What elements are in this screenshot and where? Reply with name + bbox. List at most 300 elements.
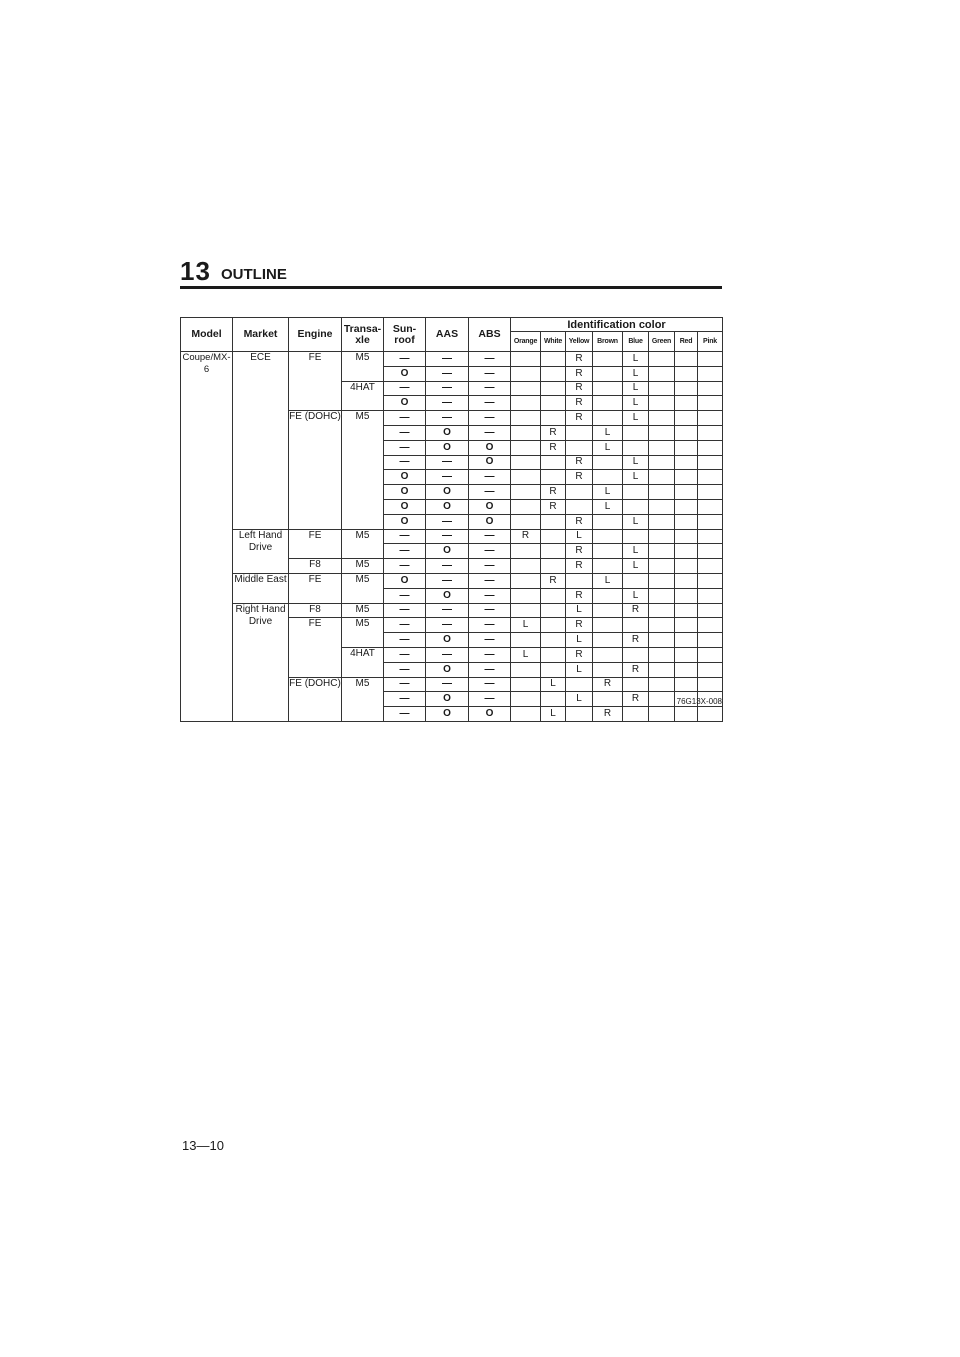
color-cell-blue bbox=[623, 573, 649, 588]
aas-cell: O bbox=[426, 485, 469, 500]
color-cell-orange bbox=[511, 440, 541, 455]
aas-cell: — bbox=[426, 573, 469, 588]
color-cell-blue: L bbox=[623, 366, 649, 381]
figure-code: 76G13X-008 bbox=[676, 697, 722, 706]
color-cell-green bbox=[649, 366, 675, 381]
color-cell-green bbox=[649, 529, 675, 544]
engine-cell: FE bbox=[289, 618, 342, 677]
color-cell-brown bbox=[593, 618, 623, 633]
color-cell-white bbox=[541, 514, 566, 529]
abs-cell: — bbox=[469, 396, 511, 411]
color-cell-blue: R bbox=[623, 692, 649, 707]
col-header-white: White bbox=[541, 332, 566, 352]
aas-cell: — bbox=[426, 470, 469, 485]
color-cell-green bbox=[649, 411, 675, 426]
sunroof-cell: — bbox=[384, 662, 426, 677]
color-cell-red bbox=[675, 647, 698, 662]
color-cell-yellow: R bbox=[566, 647, 593, 662]
sunroof-cell: — bbox=[384, 529, 426, 544]
color-cell-white bbox=[541, 647, 566, 662]
engine-cell: FE bbox=[289, 529, 342, 559]
color-cell-green bbox=[649, 396, 675, 411]
color-cell-yellow: R bbox=[566, 559, 593, 574]
color-cell-orange bbox=[511, 677, 541, 692]
color-cell-white bbox=[541, 411, 566, 426]
color-cell-red bbox=[675, 381, 698, 396]
section-number: 13 bbox=[180, 256, 211, 286]
color-cell-pink bbox=[698, 485, 723, 500]
color-cell-green bbox=[649, 618, 675, 633]
color-cell-pink bbox=[698, 366, 723, 381]
color-cell-yellow bbox=[566, 499, 593, 514]
color-cell-red bbox=[675, 633, 698, 648]
abs-cell: O bbox=[469, 707, 511, 722]
abs-cell: — bbox=[469, 485, 511, 500]
header-rule bbox=[180, 286, 722, 289]
color-cell-white bbox=[541, 529, 566, 544]
table-row bbox=[181, 603, 723, 618]
abs-cell: — bbox=[469, 677, 511, 692]
col-header-brown: Brown bbox=[593, 332, 623, 352]
color-cell-white bbox=[541, 662, 566, 677]
color-cell-brown bbox=[593, 662, 623, 677]
color-cell-pink bbox=[698, 618, 723, 633]
sunroof-cell: — bbox=[384, 647, 426, 662]
abs-cell: — bbox=[469, 559, 511, 574]
color-cell-yellow bbox=[566, 425, 593, 440]
color-cell-green bbox=[649, 588, 675, 603]
transaxle-cell: M5 bbox=[342, 529, 384, 559]
color-cell-blue: L bbox=[623, 544, 649, 559]
color-cell-white: R bbox=[541, 499, 566, 514]
col-header-yellow: Yellow bbox=[566, 332, 593, 352]
color-cell-orange bbox=[511, 514, 541, 529]
col-header-identification-color: Identification color bbox=[511, 318, 723, 332]
sunroof-cell: O bbox=[384, 470, 426, 485]
color-cell-yellow: L bbox=[566, 633, 593, 648]
col-header-aas: AAS bbox=[426, 318, 469, 352]
color-cell-green bbox=[649, 662, 675, 677]
color-cell-white: R bbox=[541, 440, 566, 455]
color-cell-green bbox=[649, 573, 675, 588]
col-header-model: Model bbox=[181, 318, 233, 352]
color-cell-yellow: R bbox=[566, 381, 593, 396]
sunroof-cell: — bbox=[384, 544, 426, 559]
color-cell-orange bbox=[511, 425, 541, 440]
color-cell-green bbox=[649, 455, 675, 470]
abs-cell: — bbox=[469, 603, 511, 618]
color-cell-pink bbox=[698, 662, 723, 677]
sunroof-cell: — bbox=[384, 411, 426, 426]
color-cell-brown: L bbox=[593, 573, 623, 588]
color-cell-red bbox=[675, 662, 698, 677]
color-cell-pink bbox=[698, 573, 723, 588]
color-cell-orange bbox=[511, 485, 541, 500]
engine-cell: FE (DOHC) bbox=[289, 411, 342, 529]
color-cell-brown bbox=[593, 647, 623, 662]
color-cell-brown bbox=[593, 529, 623, 544]
color-cell-white bbox=[541, 544, 566, 559]
color-cell-yellow bbox=[566, 485, 593, 500]
aas-cell: — bbox=[426, 381, 469, 396]
color-cell-white bbox=[541, 633, 566, 648]
color-cell-blue bbox=[623, 647, 649, 662]
color-cell-red bbox=[675, 440, 698, 455]
sunroof-cell: — bbox=[384, 381, 426, 396]
color-cell-orange bbox=[511, 352, 541, 367]
color-cell-red bbox=[675, 603, 698, 618]
color-cell-white bbox=[541, 455, 566, 470]
aas-cell: O bbox=[426, 588, 469, 603]
abs-cell: — bbox=[469, 411, 511, 426]
abs-cell: — bbox=[469, 588, 511, 603]
color-cell-yellow: R bbox=[566, 544, 593, 559]
color-cell-green bbox=[649, 677, 675, 692]
color-cell-pink bbox=[698, 455, 723, 470]
color-cell-white bbox=[541, 366, 566, 381]
aas-cell: — bbox=[426, 514, 469, 529]
color-cell-red bbox=[675, 396, 698, 411]
transaxle-cell: M5 bbox=[342, 411, 384, 529]
aas-cell: — bbox=[426, 352, 469, 367]
col-header-sunroof: Sun- roof bbox=[384, 318, 426, 352]
sunroof-cell: O bbox=[384, 396, 426, 411]
color-cell-pink bbox=[698, 352, 723, 367]
color-cell-brown bbox=[593, 544, 623, 559]
col-header-orange: Orange bbox=[511, 332, 541, 352]
color-cell-pink bbox=[698, 411, 723, 426]
color-cell-yellow: R bbox=[566, 455, 593, 470]
color-cell-brown bbox=[593, 588, 623, 603]
color-cell-red bbox=[675, 352, 698, 367]
color-cell-orange bbox=[511, 588, 541, 603]
transaxle-cell: 4HAT bbox=[342, 381, 384, 411]
col-header-pink: Pink bbox=[698, 332, 723, 352]
aas-cell: O bbox=[426, 544, 469, 559]
color-cell-red bbox=[675, 366, 698, 381]
color-cell-white: R bbox=[541, 485, 566, 500]
color-cell-blue: L bbox=[623, 352, 649, 367]
color-cell-green bbox=[649, 647, 675, 662]
abs-cell: — bbox=[469, 633, 511, 648]
sunroof-cell: — bbox=[384, 603, 426, 618]
abs-cell: O bbox=[469, 455, 511, 470]
color-cell-white: L bbox=[541, 707, 566, 722]
table-row bbox=[181, 573, 723, 588]
sunroof-cell: — bbox=[384, 677, 426, 692]
color-cell-pink bbox=[698, 588, 723, 603]
aas-cell: O bbox=[426, 662, 469, 677]
color-cell-pink bbox=[698, 603, 723, 618]
transaxle-cell: 4HAT bbox=[342, 647, 384, 677]
color-cell-yellow: R bbox=[566, 366, 593, 381]
color-cell-red bbox=[675, 618, 698, 633]
color-cell-yellow: R bbox=[566, 514, 593, 529]
color-cell-red bbox=[675, 677, 698, 692]
color-cell-blue bbox=[623, 499, 649, 514]
color-cell-green bbox=[649, 559, 675, 574]
color-cell-yellow: R bbox=[566, 588, 593, 603]
aas-cell: — bbox=[426, 618, 469, 633]
color-cell-yellow: L bbox=[566, 662, 593, 677]
aas-cell: O bbox=[426, 692, 469, 707]
color-cell-red bbox=[675, 411, 698, 426]
color-cell-blue: L bbox=[623, 381, 649, 396]
aas-cell: O bbox=[426, 633, 469, 648]
color-cell-blue: L bbox=[623, 470, 649, 485]
color-cell-blue bbox=[623, 677, 649, 692]
sunroof-cell: — bbox=[384, 588, 426, 603]
market-cell: Right Hand Drive bbox=[233, 603, 289, 721]
aas-cell: — bbox=[426, 366, 469, 381]
color-cell-brown bbox=[593, 352, 623, 367]
color-cell-brown bbox=[593, 411, 623, 426]
color-cell-green bbox=[649, 440, 675, 455]
aas-cell: — bbox=[426, 411, 469, 426]
engine-cell: FE bbox=[289, 352, 342, 411]
color-cell-pink bbox=[698, 381, 723, 396]
aas-cell: O bbox=[426, 425, 469, 440]
color-cell-green bbox=[649, 485, 675, 500]
color-cell-brown: L bbox=[593, 425, 623, 440]
color-cell-yellow bbox=[566, 573, 593, 588]
identification-color-table bbox=[180, 317, 723, 722]
abs-cell: O bbox=[469, 499, 511, 514]
transaxle-cell: M5 bbox=[342, 603, 384, 618]
aas-cell: — bbox=[426, 559, 469, 574]
color-cell-green bbox=[649, 544, 675, 559]
color-cell-red bbox=[675, 425, 698, 440]
color-cell-brown: L bbox=[593, 485, 623, 500]
color-cell-brown bbox=[593, 559, 623, 574]
sunroof-cell: O bbox=[384, 573, 426, 588]
color-cell-pink bbox=[698, 425, 723, 440]
color-cell-pink bbox=[698, 440, 723, 455]
color-cell-red bbox=[675, 514, 698, 529]
transaxle-cell: M5 bbox=[342, 677, 384, 721]
color-cell-pink bbox=[698, 499, 723, 514]
color-cell-blue: R bbox=[623, 603, 649, 618]
color-cell-orange bbox=[511, 559, 541, 574]
color-cell-blue: L bbox=[623, 514, 649, 529]
engine-cell: FE (DOHC) bbox=[289, 677, 342, 721]
color-cell-orange bbox=[511, 573, 541, 588]
color-cell-white: L bbox=[541, 677, 566, 692]
sunroof-cell: — bbox=[384, 633, 426, 648]
color-cell-blue: L bbox=[623, 455, 649, 470]
color-cell-orange: L bbox=[511, 618, 541, 633]
color-cell-blue: R bbox=[623, 633, 649, 648]
color-cell-white: R bbox=[541, 425, 566, 440]
color-cell-orange bbox=[511, 381, 541, 396]
color-cell-pink bbox=[698, 396, 723, 411]
color-cell-blue: L bbox=[623, 588, 649, 603]
market-cell: ECE bbox=[233, 352, 289, 530]
color-cell-white bbox=[541, 588, 566, 603]
color-cell-blue: L bbox=[623, 559, 649, 574]
col-header-green: Green bbox=[649, 332, 675, 352]
color-cell-brown: R bbox=[593, 677, 623, 692]
sunroof-cell: — bbox=[384, 618, 426, 633]
color-cell-blue: L bbox=[623, 411, 649, 426]
color-cell-blue bbox=[623, 440, 649, 455]
color-cell-brown bbox=[593, 470, 623, 485]
color-cell-yellow: L bbox=[566, 692, 593, 707]
color-cell-white bbox=[541, 618, 566, 633]
abs-cell: — bbox=[469, 573, 511, 588]
model-cell: Coupe/MX-6 bbox=[181, 352, 233, 722]
color-cell-yellow: L bbox=[566, 603, 593, 618]
color-cell-blue bbox=[623, 707, 649, 722]
aas-cell: — bbox=[426, 603, 469, 618]
abs-cell: — bbox=[469, 544, 511, 559]
color-cell-blue: R bbox=[623, 662, 649, 677]
color-cell-green bbox=[649, 514, 675, 529]
aas-cell: — bbox=[426, 455, 469, 470]
color-cell-orange bbox=[511, 470, 541, 485]
col-header-engine: Engine bbox=[289, 318, 342, 352]
table-row bbox=[181, 529, 723, 544]
abs-cell: O bbox=[469, 514, 511, 529]
color-cell-brown bbox=[593, 603, 623, 618]
color-cell-green bbox=[649, 707, 675, 722]
color-cell-yellow: R bbox=[566, 470, 593, 485]
color-cell-green bbox=[649, 425, 675, 440]
color-cell-orange bbox=[511, 603, 541, 618]
abs-cell: — bbox=[469, 425, 511, 440]
color-cell-white bbox=[541, 381, 566, 396]
color-cell-red bbox=[675, 707, 698, 722]
abs-cell: — bbox=[469, 647, 511, 662]
color-cell-white bbox=[541, 603, 566, 618]
color-cell-red bbox=[675, 559, 698, 574]
color-cell-blue bbox=[623, 425, 649, 440]
col-header-market: Market bbox=[233, 318, 289, 352]
color-cell-red bbox=[675, 455, 698, 470]
color-cell-orange bbox=[511, 662, 541, 677]
color-cell-brown bbox=[593, 396, 623, 411]
sunroof-cell: O bbox=[384, 499, 426, 514]
color-cell-orange: R bbox=[511, 529, 541, 544]
color-cell-green bbox=[649, 381, 675, 396]
color-cell-yellow: L bbox=[566, 529, 593, 544]
transaxle-cell: M5 bbox=[342, 618, 384, 648]
color-cell-orange bbox=[511, 544, 541, 559]
color-cell-red bbox=[675, 499, 698, 514]
color-cell-brown: R bbox=[593, 707, 623, 722]
color-cell-yellow: R bbox=[566, 411, 593, 426]
color-cell-pink bbox=[698, 514, 723, 529]
color-cell-pink bbox=[698, 707, 723, 722]
color-cell-brown bbox=[593, 455, 623, 470]
aas-cell: O bbox=[426, 440, 469, 455]
col-header-red: Red bbox=[675, 332, 698, 352]
table-body bbox=[181, 352, 723, 722]
abs-cell: — bbox=[469, 618, 511, 633]
abs-cell: — bbox=[469, 470, 511, 485]
col-header-blue: Blue bbox=[623, 332, 649, 352]
color-cell-pink bbox=[698, 647, 723, 662]
color-cell-green bbox=[649, 499, 675, 514]
color-cell-green bbox=[649, 470, 675, 485]
color-cell-brown bbox=[593, 514, 623, 529]
transaxle-cell: M5 bbox=[342, 559, 384, 574]
color-cell-yellow: R bbox=[566, 352, 593, 367]
color-cell-blue bbox=[623, 485, 649, 500]
engine-cell: F8 bbox=[289, 559, 342, 574]
color-cell-green bbox=[649, 603, 675, 618]
transaxle-cell: M5 bbox=[342, 573, 384, 603]
color-cell-orange bbox=[511, 633, 541, 648]
sunroof-cell: O bbox=[384, 514, 426, 529]
sunroof-cell: — bbox=[384, 440, 426, 455]
sunroof-cell: O bbox=[384, 485, 426, 500]
sunroof-cell: O bbox=[384, 366, 426, 381]
sunroof-cell: — bbox=[384, 559, 426, 574]
color-cell-orange: L bbox=[511, 647, 541, 662]
aas-cell: — bbox=[426, 529, 469, 544]
abs-cell: — bbox=[469, 381, 511, 396]
color-cell-white bbox=[541, 396, 566, 411]
color-cell-yellow bbox=[566, 707, 593, 722]
table-row bbox=[181, 352, 723, 367]
color-cell-blue bbox=[623, 618, 649, 633]
aas-cell: O bbox=[426, 499, 469, 514]
color-cell-red bbox=[675, 529, 698, 544]
page-number: 13—10 bbox=[182, 1138, 224, 1153]
sunroof-cell: — bbox=[384, 352, 426, 367]
color-cell-yellow: R bbox=[566, 618, 593, 633]
color-cell-white bbox=[541, 559, 566, 574]
color-cell-orange bbox=[511, 366, 541, 381]
sunroof-cell: — bbox=[384, 692, 426, 707]
color-cell-white bbox=[541, 352, 566, 367]
col-header-abs: ABS bbox=[469, 318, 511, 352]
color-cell-brown bbox=[593, 381, 623, 396]
color-cell-brown: L bbox=[593, 499, 623, 514]
color-cell-pink bbox=[698, 677, 723, 692]
color-cell-yellow: R bbox=[566, 396, 593, 411]
market-cell: Middle East bbox=[233, 573, 289, 603]
color-cell-red bbox=[675, 588, 698, 603]
color-cell-red bbox=[675, 470, 698, 485]
sunroof-cell: — bbox=[384, 455, 426, 470]
color-cell-brown bbox=[593, 633, 623, 648]
color-cell-yellow bbox=[566, 440, 593, 455]
color-cell-red bbox=[675, 573, 698, 588]
engine-cell: F8 bbox=[289, 603, 342, 618]
color-cell-pink bbox=[698, 544, 723, 559]
abs-cell: — bbox=[469, 662, 511, 677]
sunroof-cell: — bbox=[384, 425, 426, 440]
color-cell-orange bbox=[511, 396, 541, 411]
color-cell-white bbox=[541, 470, 566, 485]
abs-cell: O bbox=[469, 440, 511, 455]
market-cell: Left Hand Drive bbox=[233, 529, 289, 573]
color-cell-blue: L bbox=[623, 396, 649, 411]
col-header-transaxle: Transa- xle bbox=[342, 318, 384, 352]
abs-cell: — bbox=[469, 529, 511, 544]
color-cell-white: R bbox=[541, 573, 566, 588]
color-cell-brown bbox=[593, 366, 623, 381]
color-cell-orange bbox=[511, 707, 541, 722]
engine-cell: FE bbox=[289, 573, 342, 603]
color-cell-orange bbox=[511, 499, 541, 514]
aas-cell: — bbox=[426, 396, 469, 411]
color-cell-blue bbox=[623, 529, 649, 544]
sunroof-cell: — bbox=[384, 707, 426, 722]
color-cell-orange bbox=[511, 455, 541, 470]
